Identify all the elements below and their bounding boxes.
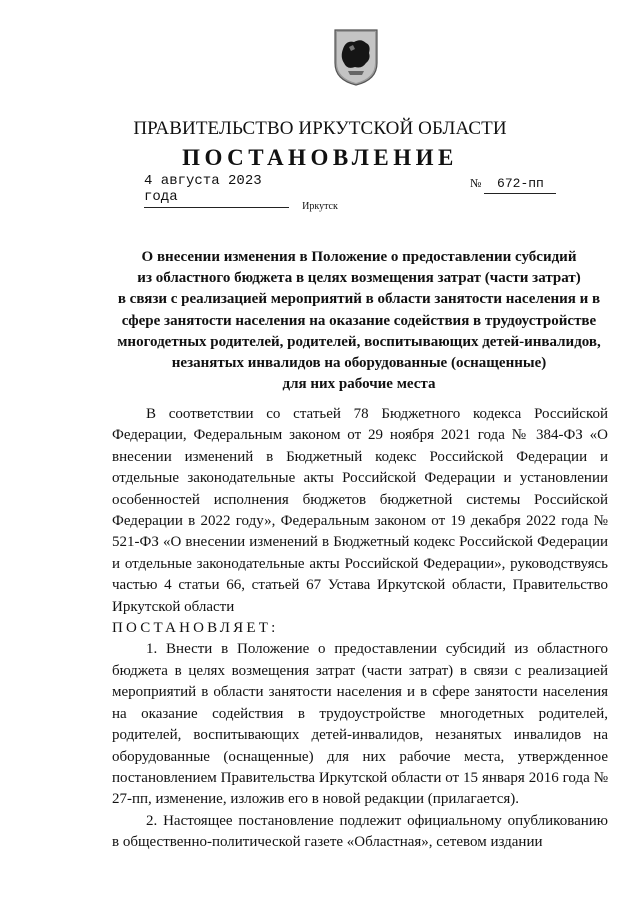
title-line: сфере занятости населения на оказание содействия в трудоустройстве [121,312,597,329]
item-1-paragraph: 1. Внести в Положение о предоставлении субсидий из областного бюджета в целях возмещения затрат (части затрат) в связи с реализацией мероприятий в области занятости населения и в сфере занятости населения на оказание содействия в трудоустройстве многодетных родителей, родителей, воспитывающих детей-инвалидов, незанятых инвалидов на оборудованные (оснащенные) для них рабочие места, утвержденное постановлением Правительства Иркутской области от 15 января 2016 года № 27-пп, изменение, изложив его в новой редакции (прилагается). [112,641,608,808]
title-line: из областного бюджета в целях возмещения затрат (части затрат) [137,270,581,287]
city-name: Иркутск [302,201,338,212]
item-2-paragraph: 2. Настоящее постановление подлежит официальному опубликованию в общественно-политической газете «Областная», сетевом издании [112,812,608,851]
document-number [470,175,556,194]
document-title [112,247,606,395]
document-body [112,404,608,854]
number-label: № [470,176,482,190]
number-value: 672-пп [484,176,556,194]
coat-of-arms-emblem [332,27,380,87]
document-date: 4 августа 2023 года [144,173,289,208]
resolves-line: ПОСТАНОВЛЯЕТ: [112,620,279,637]
preamble-paragraph: В соответствии со статьей 78 Бюджетного кодекса Российской Федерации, Федеральным законом от 29 ноября 2021 года № 384-ФЗ «О внесении изменений в Бюджетный кодекс Российской Федерации и отдельные законодательные акты Российской Федерации и установлении особенностей исполнения бюджетов бюджетной системы Российской Федерации в 2022 году», Федеральным законом от 19 декабря 2022 года № 521-ФЗ «О внесении изменений в Бюджетный кодекс Российской Федерации и отдельные законодательные акты Российской Федерации», руководствуясь частью 4 статьи 66, статьей 67 Устава Иркутской области, Правительство Иркутской области [112,406,608,615]
title-line: многодетных родителей, родителей, воспитывающих детей-инвалидов, [117,333,601,350]
title-line: для них рабочие места [282,376,436,393]
document-type: ПОСТАНОВЛЕНИЕ [182,145,458,170]
government-name: ПРАВИТЕЛЬСТВО ИРКУТСКОЙ ОБЛАСТИ [133,118,507,139]
title-line: незанятых инвалидов на оборудованные (оснащенные) [171,355,547,372]
title-line: в связи с реализацией мероприятий в области занятости населения и в [117,291,601,308]
title-line: О внесении изменения в Положение о предоставлении субсидий [141,249,577,265]
